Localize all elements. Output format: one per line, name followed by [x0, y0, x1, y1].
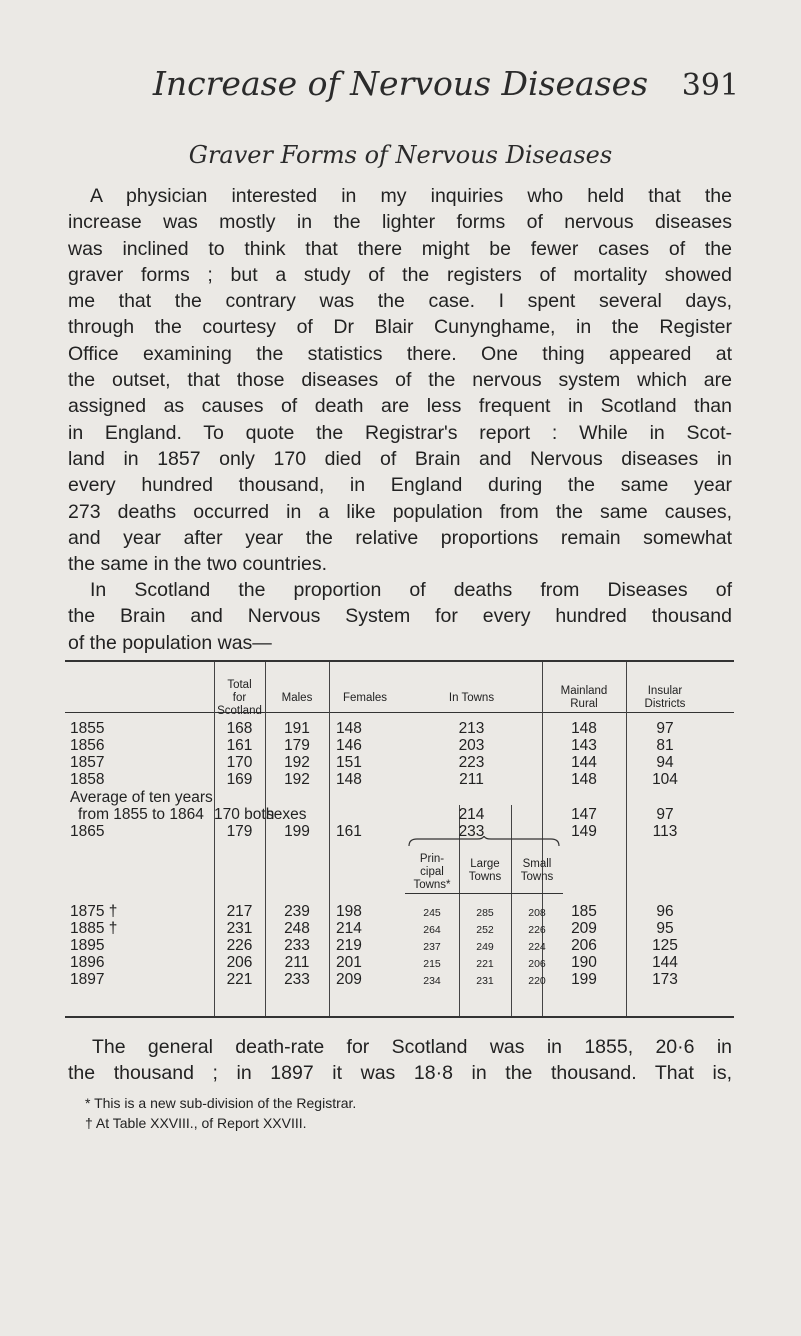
- cell-females: 209: [336, 971, 362, 988]
- text-line: The general death-rate for Scotland was in 1855, 20·6 in: [92, 1036, 732, 1058]
- row-year: 1896: [70, 954, 105, 971]
- cell-total: 168: [226, 720, 253, 737]
- cell-total: 169: [226, 771, 253, 788]
- row-year: 1897: [70, 971, 105, 988]
- subheader-rule: [405, 893, 563, 894]
- cell-males: 239: [284, 903, 310, 920]
- towns-brace: [407, 836, 562, 848]
- table-bottom-rule: [65, 1016, 734, 1018]
- cell-rural: 149: [571, 823, 597, 840]
- cell-rural: 190: [571, 954, 597, 971]
- row-year: 1885 †: [70, 920, 118, 937]
- column-divider: [329, 662, 330, 1016]
- cell-males: 248: [284, 920, 310, 937]
- text-line: every hundred thousand, in England during the same year: [68, 474, 732, 497]
- row-year: 1875 †: [70, 903, 118, 920]
- text-line: the thousand ; in 1897 it was 18·8 in the thousand. That is,: [68, 1062, 732, 1084]
- cell-females: 146: [336, 737, 362, 754]
- cell-insular: 125: [652, 937, 678, 954]
- cell-females: 198: [336, 903, 362, 920]
- cell-total: 221: [226, 971, 253, 988]
- header-total: Total for Scotland: [217, 679, 262, 717]
- cell-large: 221: [476, 958, 494, 970]
- cell-total: 226: [226, 937, 253, 954]
- row-year: 1855: [70, 720, 105, 737]
- text-line: was inclined to think that there might be fewer cases of the: [68, 237, 732, 260]
- footnote-asterisk: * This is a new sub-division of the Registrar.: [85, 1095, 357, 1111]
- cell-towns: 214: [458, 806, 485, 823]
- cell-rural: 148: [571, 771, 597, 788]
- cell-total: 170: [226, 754, 253, 771]
- cell-total: 179: [226, 823, 253, 840]
- cell-small: 206: [528, 958, 546, 970]
- cell-females: 219: [336, 937, 362, 954]
- cell-insular: 104: [652, 771, 678, 788]
- cell-rural: 199: [571, 971, 597, 988]
- text-line: me that the contrary was the case. I spent several days,: [68, 290, 732, 313]
- text-line: assigned as causes of death are less frequent in Scotland than: [68, 395, 732, 418]
- cell-males: 191: [284, 720, 310, 737]
- cell-large: 285: [476, 907, 494, 919]
- text-line: increase was mostly in the lighter forms of nervous diseases: [68, 211, 732, 234]
- cell-large: 231: [476, 975, 494, 987]
- cell-principal: 234: [423, 975, 441, 987]
- cell-total: 206: [226, 954, 253, 971]
- header-principal-towns: Prin- cipal Towns*: [413, 853, 451, 891]
- cell-small: 224: [528, 941, 546, 953]
- cell-insular: 144: [652, 954, 678, 971]
- cell-large: 252: [476, 924, 494, 936]
- row-year: 1858: [70, 771, 105, 788]
- header-small-towns: Small Towns: [520, 858, 554, 883]
- row-year: 1865: [70, 823, 105, 840]
- cell-towns: 213: [458, 720, 485, 737]
- cell-total: 161: [226, 737, 253, 754]
- cell-males: 199: [284, 823, 310, 840]
- cell-towns: 233: [458, 823, 485, 840]
- cell-principal: 215: [423, 958, 441, 970]
- cell-males: 192: [284, 771, 310, 788]
- running-head: Increase of Nervous Diseases: [152, 64, 649, 103]
- cell-total: 231: [226, 920, 253, 937]
- cell-rural: 144: [571, 754, 597, 771]
- cell-insular: 113: [652, 823, 678, 840]
- text-line: the same in the two countries.: [68, 553, 328, 576]
- header-large-towns: Large Towns: [468, 858, 502, 883]
- paragraph-2: [68, 577, 732, 656]
- text-line: Office examining the statistics there. One thing appeared at: [68, 342, 732, 365]
- average-label: from 1855 to 1864: [78, 806, 204, 823]
- cell-rural: 206: [571, 937, 597, 954]
- cell-rural: 185: [571, 903, 597, 920]
- cell-principal: 264: [423, 924, 441, 936]
- text-line: A physician interested in my inquiries who held that the: [90, 185, 732, 207]
- cell-large: 249: [476, 941, 494, 953]
- cell-insular: 173: [652, 971, 678, 988]
- cell-females: 214: [336, 920, 362, 937]
- cell-females: 148: [336, 771, 362, 788]
- cell-males: 233: [284, 971, 310, 988]
- text-line: of the population was—: [68, 631, 272, 654]
- footnote-dagger: † At Table XXVIII., of Report XXVIII.: [85, 1115, 307, 1131]
- average-label: Average of ten years: [70, 789, 213, 806]
- cell-males: 192: [284, 754, 310, 771]
- header-towns: In Towns: [448, 692, 495, 704]
- cell-small: 208: [528, 907, 546, 919]
- cell-females: 148: [336, 720, 362, 737]
- cell-females: 201: [336, 954, 362, 971]
- section-title: Graver Forms of Nervous Diseases: [188, 141, 613, 169]
- cell-insular: 81: [656, 737, 674, 754]
- cell-males: 179: [284, 737, 310, 754]
- row-year: 1895: [70, 937, 105, 954]
- cell-females: 161: [336, 823, 362, 840]
- cell-rural: 148: [571, 720, 597, 737]
- paragraph-1: [68, 183, 732, 577]
- text-line: In Scotland the proportion of deaths from Diseases of: [90, 579, 732, 601]
- table-header-rule: [65, 712, 734, 713]
- text-line: in England. To quote the Registrar's report : While in Scot-: [68, 421, 732, 444]
- page-number: 391: [681, 68, 739, 103]
- text-line: graver forms ; but a study of the registers of mortality showed: [68, 263, 732, 286]
- header-mainland-rural: Mainland Rural: [560, 685, 608, 710]
- cell-males: 211: [284, 954, 310, 971]
- cell-towns: 211: [459, 771, 484, 788]
- paragraph-3: [92, 1034, 732, 1060]
- cell-principal: 237: [423, 941, 441, 953]
- row-year: 1856: [70, 737, 105, 754]
- cell-rural: 147: [571, 806, 597, 823]
- cell-females: 151: [336, 754, 362, 771]
- row-year: 1857: [70, 754, 105, 771]
- header-insular: Insular Districts: [644, 685, 686, 710]
- cell-insular: 97: [656, 806, 674, 823]
- text-line: and year after year the relative proportions remain somewhat: [68, 526, 732, 549]
- cell-small: 226: [528, 924, 546, 936]
- text-line: through the courtesy of Dr Blair Cunynghame, in the Register: [68, 316, 732, 339]
- cell-rural: 143: [571, 737, 597, 754]
- text-line: 273 deaths occurred in a like population from the same causes,: [68, 500, 732, 523]
- cell-sexes: sexes: [266, 806, 307, 823]
- text-line: land in 1857 only 170 died of Brain and Nervous diseases in: [68, 447, 732, 470]
- cell-insular: 96: [656, 903, 674, 920]
- cell-towns: 223: [458, 754, 485, 771]
- header-males: Males: [281, 692, 313, 704]
- cell-males: 233: [284, 937, 310, 954]
- cell-total: 170 both: [214, 806, 275, 823]
- cell-insular: 94: [656, 754, 674, 771]
- cell-insular: 97: [656, 720, 674, 737]
- text-line: the Brain and Nervous System for every hundred thousand: [68, 605, 732, 628]
- cell-principal: 245: [423, 907, 441, 919]
- cell-small: 220: [528, 975, 546, 987]
- header-females: Females: [342, 692, 388, 704]
- cell-rural: 209: [571, 920, 597, 937]
- paragraph-3-cont: [68, 1060, 732, 1086]
- text-line: the outset, that those diseases of the nervous system which are: [68, 369, 732, 392]
- cell-insular: 95: [656, 920, 674, 937]
- cell-towns: 203: [458, 737, 485, 754]
- table-top-rule: [65, 660, 734, 662]
- cell-total: 217: [226, 903, 253, 920]
